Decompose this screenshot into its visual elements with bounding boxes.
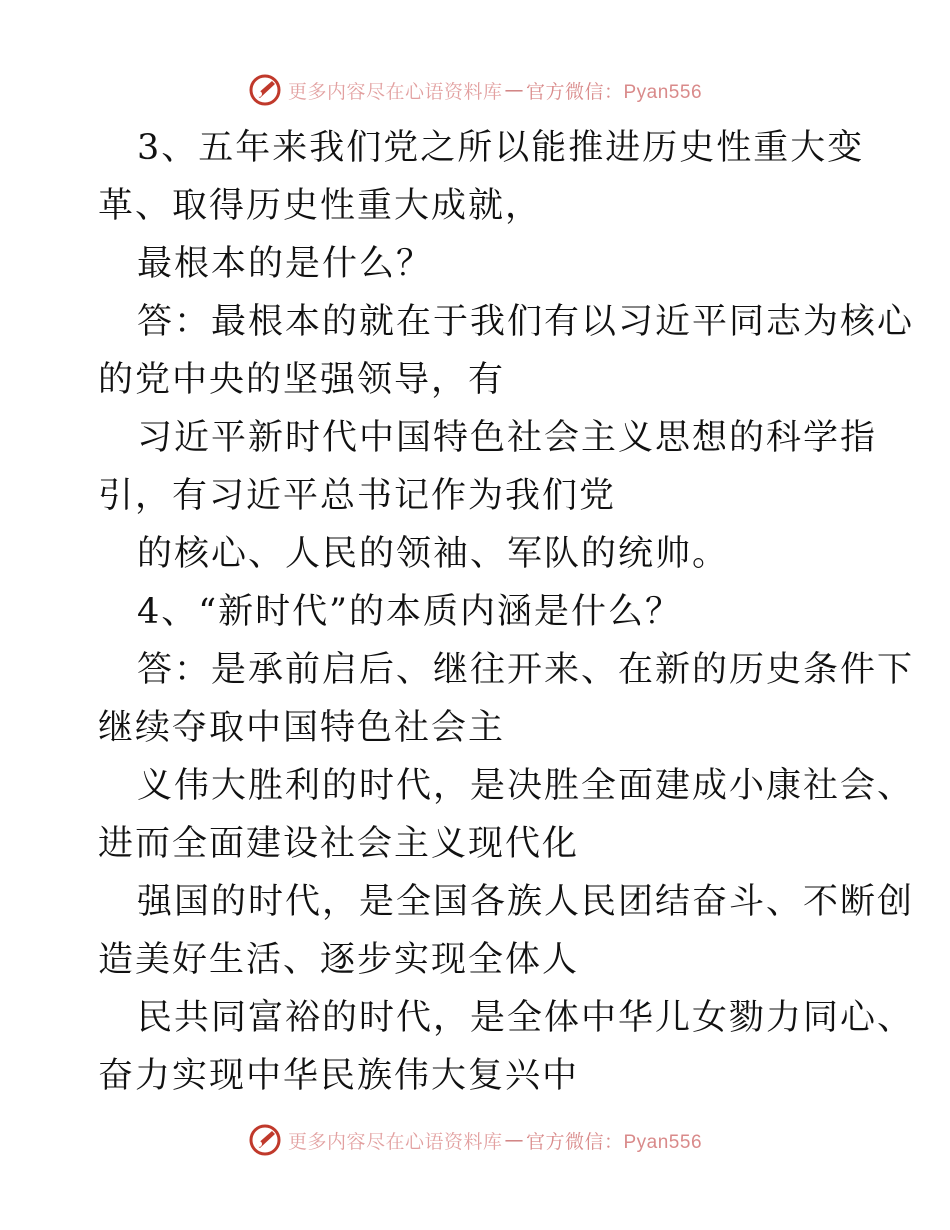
wechat-account-text: 官方微信：Pyan556	[526, 1131, 703, 1153]
text-line: 义伟大胜利的时代，是决胜全面建成小康社会、	[137, 766, 915, 806]
header-watermark-banner	[0, 70, 950, 110]
text-line: 答：最根本的就在于我们有以习近平同志为核心	[137, 302, 915, 342]
text-line: 造美好生活、逐步实现全体人	[98, 940, 580, 980]
text-line: 习近平新时代中国特色社会主义思想的科学指	[137, 418, 878, 458]
footer-watermark-banner	[0, 1120, 950, 1160]
banner-separator: —	[504, 79, 524, 101]
text-line: 民共同富裕的时代，是全体中华儿女勠力同心、	[137, 998, 915, 1038]
text-line: 答：是承前启后、继往开来、在新的历史条件下	[137, 650, 915, 690]
text-line: 革、取得历史性重大成就，	[98, 186, 543, 226]
brand-logo-icon	[248, 73, 282, 107]
brand-text: 更多内容尽在心语资料库	[287, 1130, 503, 1153]
text-line: 进而全面建设社会主义现代化	[98, 824, 580, 864]
text-line: 4、“新时代”的本质内涵是什么？	[137, 592, 683, 632]
text-line: 的党中央的坚强领导，有	[98, 360, 506, 400]
text-line: 引，有习近平总书记作为我们党	[98, 476, 617, 516]
brand-text: 更多内容尽在心语资料库	[287, 80, 503, 103]
brand-logo-icon	[248, 1123, 282, 1157]
text-line: 的核心、人民的领袖、军队的统帅。	[137, 534, 730, 574]
text-line: 3、五年来我们党之所以能推进历史性重大变	[137, 128, 865, 168]
wechat-account-text: 官方微信：Pyan556	[526, 81, 703, 103]
text-line: 继续夺取中国特色社会主	[98, 708, 506, 748]
text-line: 强国的时代，是全国各族人民团结奋斗、不断创	[137, 882, 915, 922]
banner-separator: —	[504, 1129, 524, 1151]
text-line: 最根本的是什么？	[137, 244, 434, 284]
text-line: 奋力实现中华民族伟大复兴中	[98, 1056, 580, 1096]
